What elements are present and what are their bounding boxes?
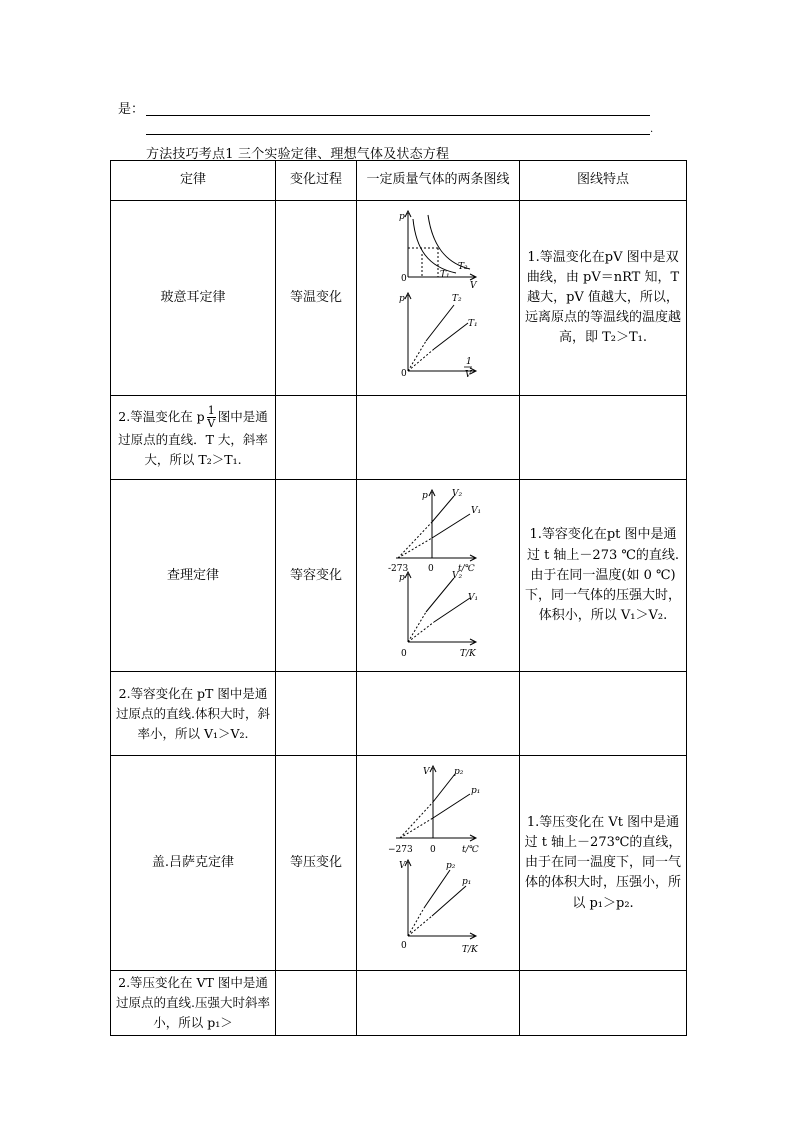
table-row-charles-note [111, 672, 687, 756]
answer-blank-line-1 [146, 115, 650, 116]
table-row-charles [111, 480, 687, 672]
process-charles: 等容变化 [276, 480, 357, 672]
charles-g1-line1-label: V₂ [452, 489, 463, 500]
gay-lussac-g1-neg-label: −273 [388, 845, 413, 856]
table-row-gay-lussac [111, 756, 687, 971]
table-row-gay-lussac-note [111, 971, 687, 1036]
header-process: 变化过程 [276, 161, 357, 201]
boyle-g2-line2-label: T₁ [468, 319, 478, 329]
boyle-g2-y-label: p [399, 294, 405, 304]
empty-cell [520, 396, 687, 480]
header-features: 图线特点 [520, 161, 687, 201]
inverse-v-fraction [207, 405, 216, 430]
answer-blank-line-2 [146, 134, 650, 135]
lead-label: 是： [118, 102, 145, 117]
boyle-g1-origin: 0 [401, 274, 407, 284]
note-boyle-part-a: 2.等温变化在 p [118, 409, 205, 425]
boyle-g1-x-label: V [470, 281, 477, 291]
charles-g2-x-label: T/K [460, 649, 476, 660]
empty-cell [520, 672, 687, 756]
empty-cell [357, 672, 520, 756]
law-charles: 查理定律 [111, 480, 276, 672]
charles-g2-origin: 0 [401, 649, 407, 660]
boyle-graphs [358, 201, 518, 388]
graphs-charles [357, 480, 520, 672]
graphs-boyle [357, 201, 520, 396]
empty-cell [276, 971, 357, 1036]
header-law: 定律 [111, 161, 276, 201]
note-boyle-part-b: 图中是通过原点的直线．T 大，斜率大，所以 T₂＞T₁. [118, 409, 268, 468]
law-gay-lussac: 盖.吕萨克定律 [111, 756, 276, 971]
gay-lussac-g2-origin: 0 [401, 941, 407, 952]
header-graphs: 一定质量气体的两条图线 [357, 161, 520, 201]
gay-lussac-g1-line2-label: p₁ [471, 786, 481, 797]
charles-g1-x-label: t/℃ [458, 564, 475, 575]
section-heading: 方法技巧考点1 三个实验定律、理想气体及状态方程 [146, 147, 450, 162]
fraction-denominator: V [207, 417, 216, 431]
charles-g1-y-label: p [422, 491, 428, 502]
graphs-gay-lussac [357, 756, 520, 971]
process-gay-lussac: 等压变化 [276, 756, 357, 971]
table-row-boyle [111, 201, 687, 396]
empty-cell [357, 971, 520, 1036]
gay-lussac-g2-line1-label: p₂ [446, 861, 456, 872]
boyle-g2-x-num: 1 [466, 357, 472, 367]
table-row-boyle-note [111, 396, 687, 480]
process-boyle: 等温变化 [276, 201, 357, 396]
boyle-g2-x-den: V [465, 370, 472, 380]
gas-laws-table [110, 160, 687, 1036]
empty-cell [357, 396, 520, 480]
note-boyle [111, 396, 276, 480]
charles-g1-origin: 0 [428, 564, 434, 575]
empty-cell [276, 396, 357, 480]
charles-g2-y-label: p [399, 573, 405, 584]
boyle-g2-line1-label: T₂ [452, 294, 462, 304]
gay-lussac-g1-origin: 0 [430, 845, 436, 856]
charles-graphs [358, 480, 518, 664]
gay-lussac-graphs [358, 756, 518, 963]
empty-cell [520, 971, 687, 1036]
empty-cell [276, 672, 357, 756]
feature-gay-lussac: 1.等压变化在 Vt 图中是通过 t 轴上－273℃的直线，由于在同一温度下，同一气体的体积大时，压强小，所以 p₁＞p₂. [520, 756, 687, 971]
header-row [111, 161, 687, 201]
charles-g2-line1-label: V₂ [452, 571, 463, 582]
fraction-numerator: 1 [207, 404, 215, 418]
gay-lussac-g2-line2-label: p₁ [462, 877, 472, 888]
boyle-g1-curve1-label: T₁ [440, 270, 450, 280]
feature-charles: 1.等容变化在pt 图中是通过 t 轴上－273 ℃的直线.由于在同一温度(如 0 ℃)下，同一气体的压强大时，体积小，所以 V₁＞V₂. [520, 480, 687, 672]
charles-g2-line2-label: V₁ [468, 593, 479, 604]
gay-lussac-g1-x-label: t/℃ [462, 845, 479, 856]
boyle-g2-origin: 0 [401, 369, 407, 379]
gay-lussac-g1-y-label: V [423, 767, 430, 778]
charles-g1-neg-label: -273 [388, 564, 409, 575]
note-gay-lussac: 2.等压变化在 VT 图中是通过原点的直线.压强大时斜率小，所以 p₁＞ [111, 971, 276, 1036]
charles-g1-line2-label: V₁ [471, 506, 482, 517]
feature-boyle: 1.等温变化在pV 图中是双曲线，由 pV＝nRT 知，T 越大，pV 值越大，所以，远离原点的等温线的温度越高，即 T₂＞T₁. [520, 201, 687, 396]
note-charles: 2.等容变化在 pT 图中是通过原点的直线.体积大时，斜率小，所以 V₁＞V₂. [111, 672, 276, 756]
gay-lussac-g1-line1-label: p₂ [454, 767, 464, 778]
law-boyle: 玻意耳定律 [111, 201, 276, 396]
end-dot: . [650, 124, 654, 135]
gay-lussac-g2-x-label: T/K [462, 945, 478, 956]
gay-lussac-g2-y-label: V [399, 861, 406, 872]
boyle-g1-curve2-label: T₂ [458, 262, 468, 272]
boyle-g1-y-label: p [399, 212, 405, 222]
